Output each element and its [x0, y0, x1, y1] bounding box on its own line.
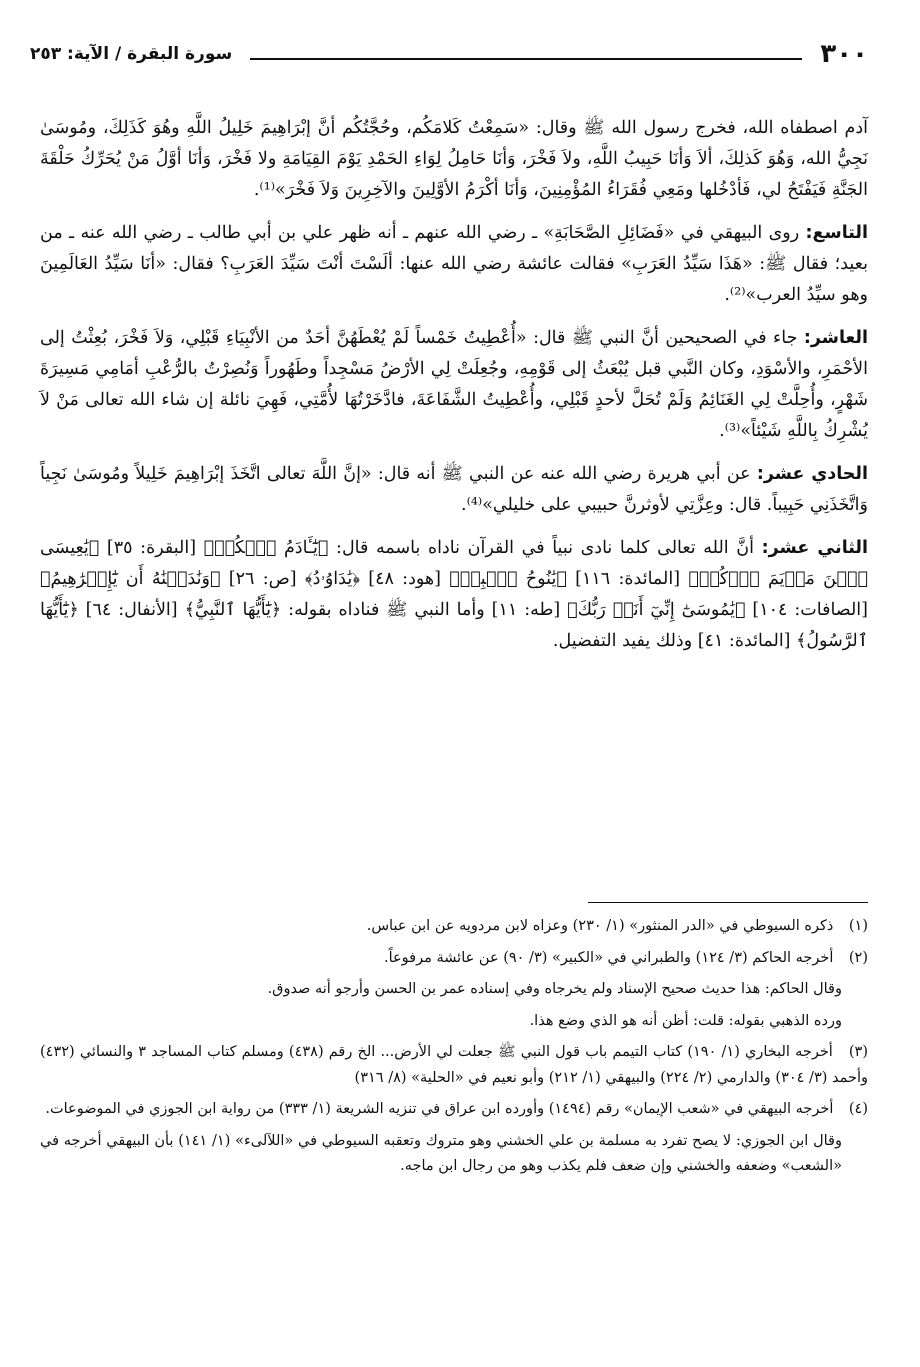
header-rule: [250, 58, 802, 60]
footnote-text: أخرجه البخاري (١/ ١٩٠) كتاب التيمم باب قول النبي ﷺ جعلت لي الأرض... الخ رقم (٤٣٨) ومسلم كتاب المساجد ٣ والنسائي (٤٣٢) وأحمد (٣/ ٣٠٤) والدارمي (٢/ ٢٢٤) والبيهقي (١/ ٢١٢) وأبو نعيم في «الحلية» (٨/ ٣١٦): [40, 1044, 868, 1086]
running-title: سورة البقرة / الآية: ٢٥٣: [30, 44, 233, 64]
footnote-text: أخرجه البيهقي في «شعب الإيمان» رقم (١٤٩٤) وأورده ابن عراق في تنزيه الشريعة (١/ ٣٣٣) من رواية ابن الجوزي في الموضوعات.: [45, 1101, 834, 1117]
main-text: [40, 113, 868, 669]
paragraph: [40, 323, 868, 447]
footnote-text: أخرجه الحاكم (٣/ ١٢٤) والطبراني في «الكبير» (٣/ ٩٠) عن عائشة مرفوعاً.: [384, 949, 834, 966]
footnote-continuation: ورده الذهبي بقوله: قلت: أظن أنه هو الذي وضع هذا.: [529, 1012, 842, 1029]
footnotes: [40, 914, 868, 1186]
paragraph: [40, 459, 868, 521]
section-title: الحادي عشر:: [756, 464, 868, 484]
paragraph-text: عن أبي هريرة رضي الله عنه عن النبي ﷺ أنه قال: «إنَّ اللَّهَ تعالى اتَّخَذَ إبْرَاهِيمَ خَلِيلاً ومُوسَىٰ نَجِياً وَاتَّخَذَنِي حَبِيباً. قال: وعِزَّتِي لأوثرنَّ حبيبي على خليلي»⁽⁴⁾.: [40, 464, 868, 515]
footnote-number: (١): [848, 918, 868, 934]
paragraph-text: جاء في الصحيحين أنَّ النبي ﷺ قال: «أُعْطِيتُ خَمْساً لَمْ يُعْطَهُنَّ أحَدٌ من الأنْبِيَاءِ قَبْلِي، وَلاَ فَخْرَ، بُعِثْتُ إلى الأحْمَرِ، والأسْوَدِ، وكان النَّبي قبل يُبْعَثُ إلى قَوْمِهِ، وجُعِلَتْ لِي الأرْضُ مَسْجِداً وطَهُوراً وَنُصِرْتُ بالرُّعْبِ أمَامِي مَسِيرَةَ شَهْرٍ، وأُحِلَّتْ لِي الغَنَائِمُ وَلَمْ تُحَلَّ لأحدٍ قَبْلِي، وأُعْطِيتُ الشَّفَاعَةَ، فادَّخَرْتُهَا لأُمَّتِي، فَهِيَ نائلة إن شاء الله تعالى مَنْ لاَ يُشْرِكُ بِاللَّهِ شَيْئاً»⁽³⁾.: [40, 328, 868, 441]
footnote-number: (٢): [848, 949, 868, 966]
footnote-number: (٤): [848, 1101, 868, 1117]
section-title: العاشر:: [803, 328, 868, 348]
paragraph: [40, 218, 868, 311]
page-number: ٣٠٠: [820, 39, 868, 69]
paragraph: [40, 113, 868, 206]
footnote-continuation: وقال الحاكم: هذا حديث صحيح الإسناد ولم يخرجاه وفي إسناده عمر بن الحسن وأرجو أنه صدوق.: [267, 981, 842, 997]
footnote: [40, 946, 868, 972]
page-header: [30, 36, 868, 72]
footnote-number: (٣): [848, 1044, 868, 1060]
footnote: [40, 1097, 868, 1123]
footnote-divider: [588, 902, 868, 903]
footnote-continuation: وقال ابن الجوزي: لا يصح تفرد به مسلمة بن علي الخشني وهو متروك وتعقبه السيوطي في «اللآلىء» (١/ ١٤١) بأن البيهقي أخرجه في «الشعب» وضعفه والخشني وإن ضعف فلم يكذب وهو من رجال ابن ماجه.: [40, 1132, 842, 1174]
paragraph-text: آدم اصطفاه الله، فخرج رسول الله ﷺ وقال: «سَمِعْتُ كَلامَكُم، وحُجَّتُكُم أنَّ إبْرَاهِيمَ خَلِيلُ اللَّهِ وهُوَ كَذَلِكَ، ومُوسَىٰ نَجِيُّ الله، وَهُوَ كَذلِكَ، ألاَ وَأنَا حَبِيبُ اللَّهِ، ولاَ فَخْرَ، وَأنَا حَامِلُ لِوَاءِ الحَمْدِ يَوْمَ القِيَامَةِ ولا فَخْرَ، وَأنَا أوَّلُ مَنْ يُحَرِّكُ حَلْقَةَ الجَنَّةِ فَيَفْتَحُ لي، فَأدْخُلها ومَعِي فُقَرَاءُ المُؤْمِنِينَ، وَأنَا أكْرَمُ الأوَّلِينَ والآخِرِينَ وَلاَ فَخْرَ»⁽¹⁾.: [40, 118, 868, 200]
paragraph: [40, 533, 868, 657]
section-title: الثاني عشر:: [761, 538, 868, 558]
paragraph-text: روى البيهقي في «فَضَائِلِ الصَّحَابَةِ» ـ رضي الله عنهم ـ أنه ظهر علي بن أبي طالب ـ رضي الله عنه ـ من بعيد؛ فقال ﷺ: «هَذَا سَيِّدُ العَرَبِ» فقالت عائشة رضي الله عنها: ألَسْتَ أنْتَ سَيِّدَ العَرَبِ؟ فقال: «أنَا سَيِّدُ العَالَمِينَ وهو سيِّدُ العرب»⁽²⁾.: [40, 223, 868, 305]
footnote: [40, 1040, 868, 1091]
paragraph-text: أنَّ الله تعالى كلما نادى نبياً في القرآن ناداه باسمه قال: ﴿يَٰٓـَٔادَمُ ٱسۡكُنۡ﴾ [البقرة: ٣٥] ﴿يَٰعِيسَى ٱبۡنَ مَرۡيَمَ ٱذۡكُرۡ﴾ [المائدة: ١١٦] ﴿يَٰنُوحُ ٱهۡبِطۡ﴾ [هود: ٤٨] ﴿يَٰدَاوُۥدُ﴾ [ص: ٢٦] ﴿وَنَٰدَيۡنَٰهُ أَن يَٰٓإِبۡرَٰهِيمُ﴾ [الصافات: ١٠٤] ﴿يَٰمُوسَىٰٓ إِنِّيٓ أَنَا۠ رَبُّكَ﴾ [طه: ١١] وأما النبي ﷺ فناداه بقوله: ﴿يَٰٓأَيُّهَا ٱلنَّبِيُّ﴾ [الأنفال: ٦٤] ﴿يَٰٓأَيُّهَا ٱلرَّسُولُ﴾ [المائدة: ٤١] وذلك يفيد التفضيل.: [40, 538, 868, 651]
footnote-text: ذكره السيوطي في «الدر المنثور» (١/ ٢٣٠) وعزاه لابن مردويه عن ابن عباس.: [366, 918, 834, 934]
footnote: [40, 914, 868, 940]
section-title: التاسع:: [805, 223, 868, 243]
